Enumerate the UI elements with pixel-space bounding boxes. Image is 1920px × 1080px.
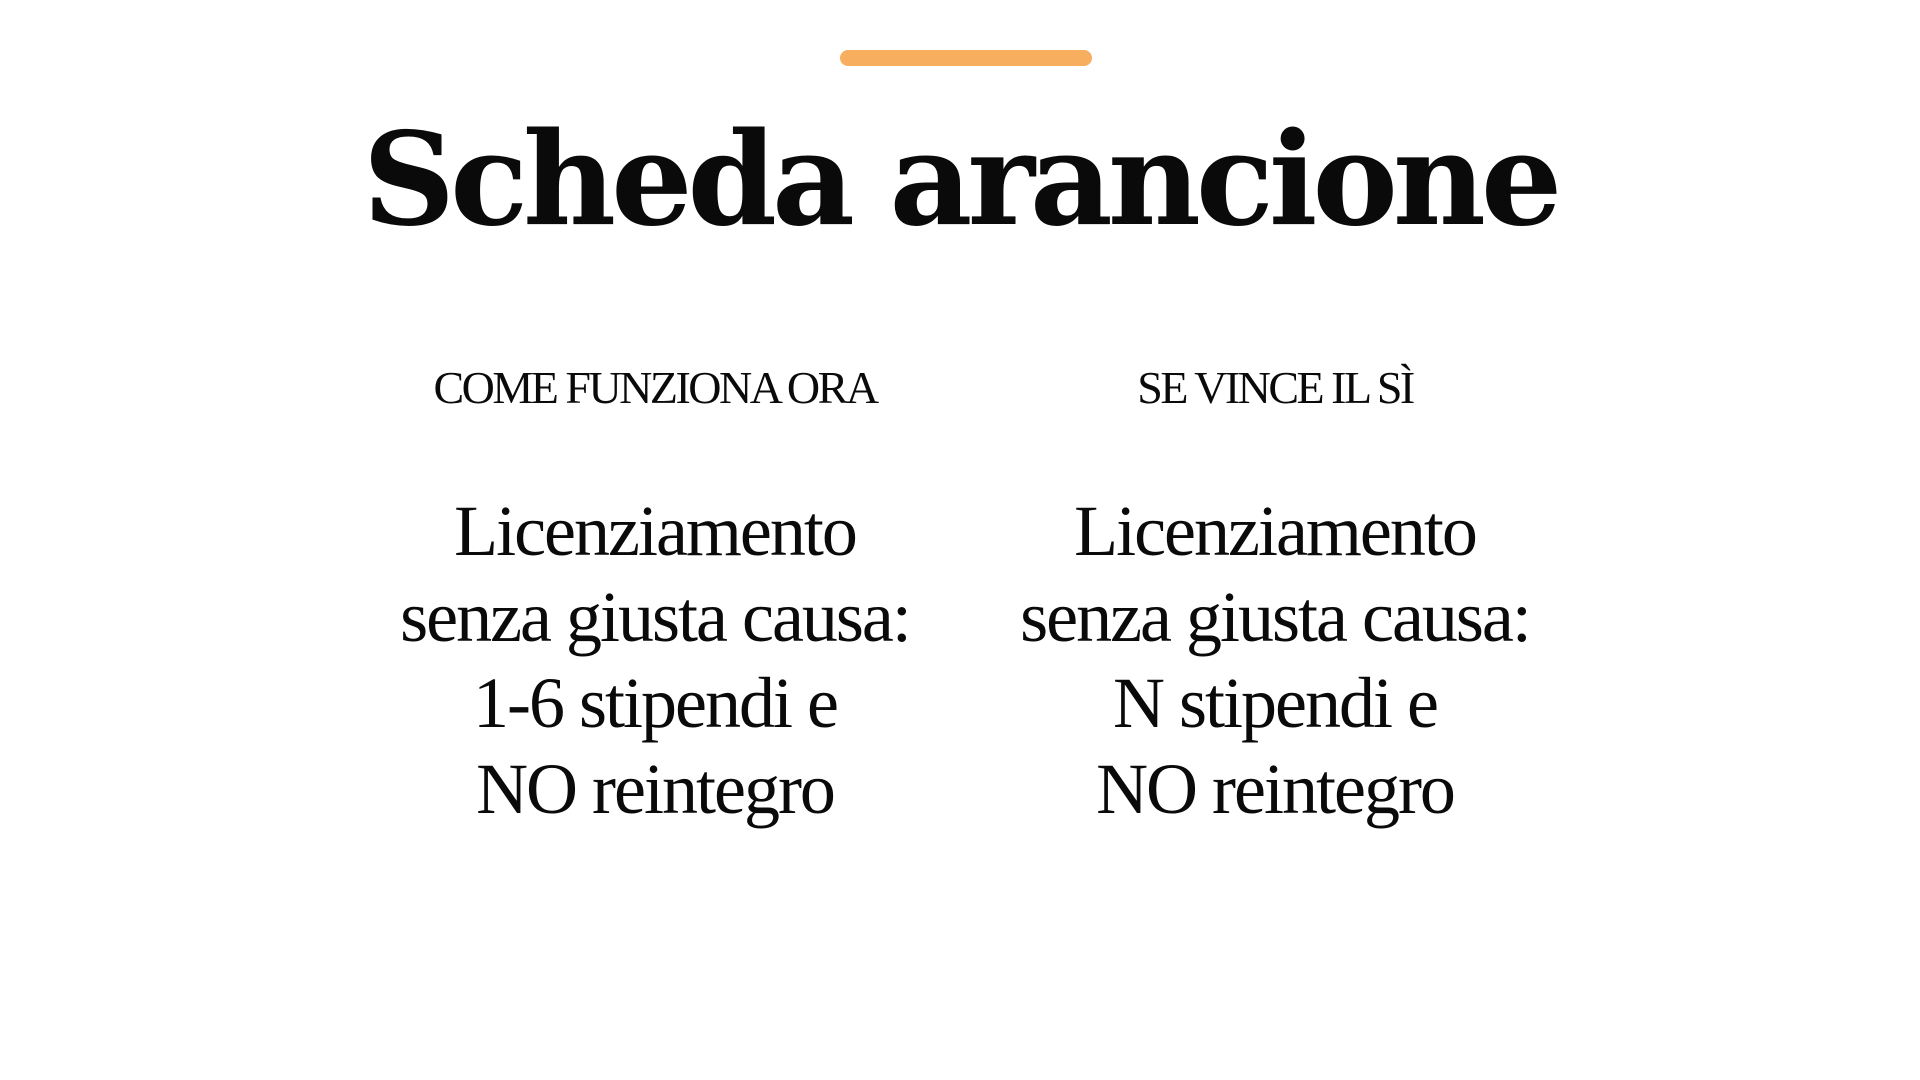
column-current-heading: COME FUNZIONA ORA — [433, 362, 877, 413]
column-current-line: senza giusta causa: — [400, 577, 910, 657]
column-current-line: Licenziamento — [454, 491, 856, 571]
slide-title: Scheda arancione — [362, 105, 1558, 255]
column-current-line: 1-6 stipendi e — [473, 663, 837, 743]
column-current-line: NO reintegro — [476, 749, 834, 829]
column-if-yes-wins-line: Licenziamento — [1074, 491, 1476, 571]
column-if-yes-wins — [965, 360, 1585, 832]
column-if-yes-wins-heading: SE VINCE IL SÌ — [1137, 362, 1413, 413]
column-if-yes-wins-line: NO reintegro — [1096, 749, 1454, 829]
column-current-text — [345, 488, 965, 832]
column-if-yes-wins-line: senza giusta causa: — [1020, 577, 1530, 657]
accent-bar — [840, 50, 1092, 66]
column-if-yes-wins-line: N stipendi e — [1113, 663, 1437, 743]
column-current — [345, 360, 965, 832]
column-if-yes-wins-text — [965, 488, 1585, 832]
